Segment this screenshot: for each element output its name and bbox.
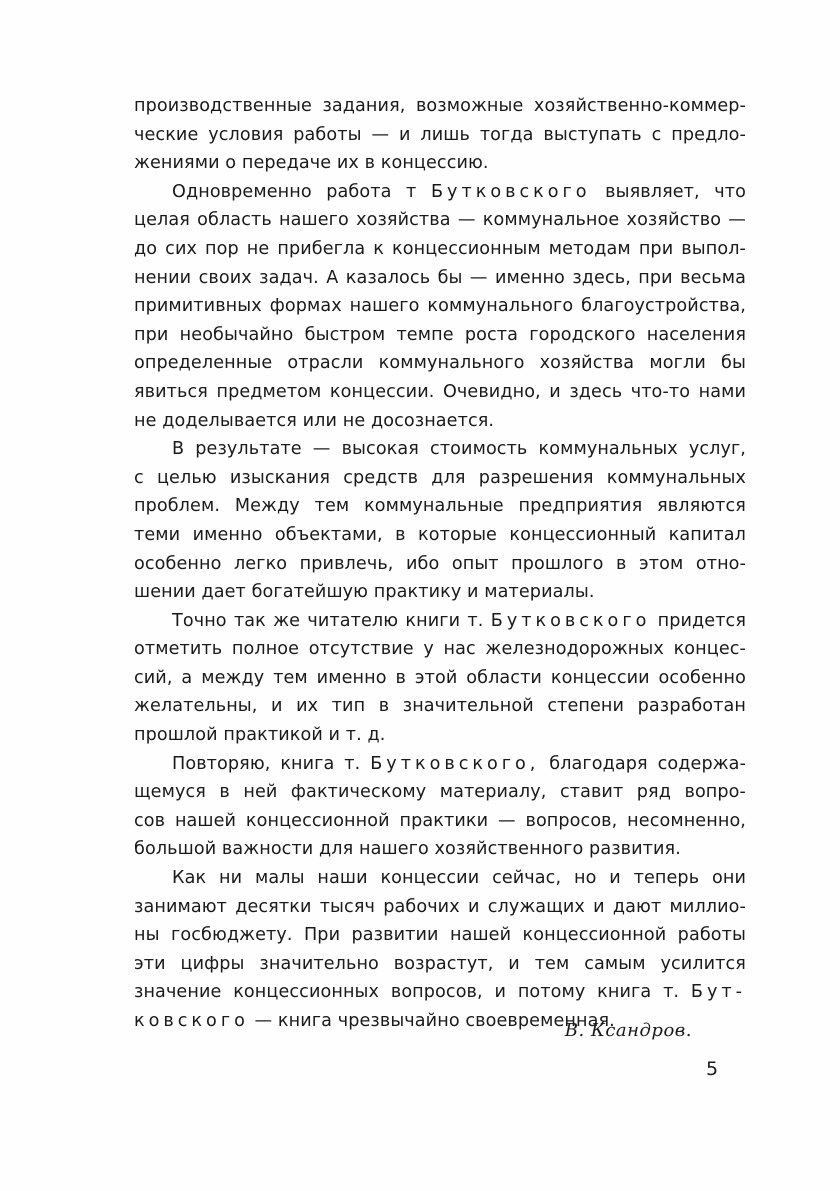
text-line: ческие условия работы — и лишь тогда выступать с предло- [134, 124, 746, 145]
text-line: Точно так же читателю книги т. Бутковского придется [172, 610, 747, 631]
text-line: Как ни малы наши концессии сейчас, но и теперь они [172, 868, 746, 889]
text-line: особенно легко привлечь, ибо опыт прошлого в этом отно- [134, 553, 746, 574]
text-line: эти цифры значительно возрастут, и тем самым усилится [134, 953, 746, 974]
text-line: явиться предметом концессии. Очевидно, и здесь что-то нами [134, 381, 746, 402]
text-line: желательны, и их тип в значительной степени разработан [134, 696, 746, 717]
text-line: не доделывается или не досознается. [134, 410, 495, 431]
text-line: сов нашей концессионной практики — вопросов, несомненно, [134, 810, 746, 831]
text-line: при необычайно быстром темпе роста городского населения [134, 324, 746, 345]
paragraph [134, 435, 746, 607]
page-number: 5 [706, 1058, 719, 1080]
paragraph [134, 607, 746, 750]
paragraph [134, 92, 746, 178]
text-line: ны госбюджету. При развитии нашей концессионной работы [134, 925, 746, 946]
text-line: большой важности для нашего хозяйственного развития. [134, 839, 681, 860]
text-line: целая область нашего хозяйства — коммунальное хозяйство — [134, 210, 746, 231]
text-line: шении дает богатейшую практику и материалы. [134, 582, 595, 603]
text-line: до сих пор не прибегла к концессионным методам при выпол- [134, 238, 746, 259]
text-line: значение концессионных вопросов, и потому книга т. Бут- [134, 982, 746, 1003]
text-line: примитивных формах нашего коммунального благоустройства, [134, 296, 746, 317]
author-signature: В. Ксандров. [564, 1020, 692, 1041]
text-line: прошлой практикой и т. д. [134, 725, 386, 746]
paragraph [134, 178, 746, 435]
paragraph [134, 864, 746, 1036]
text-line: сий, а между тем именно в этой области концессии особенно [134, 667, 746, 688]
body-text [134, 92, 746, 1036]
text-line: жениями о передаче их в концессию. [134, 153, 489, 174]
text-line: с целью изыскания средств для разрешения коммунальных [134, 467, 746, 488]
text-line: ковского — книга чрезвычайно своевременная. [134, 1011, 615, 1031]
text-line: отметить полное отсутствие у нас железнодорожных концес- [134, 639, 746, 660]
text-line: производственные задания, возможные хозяйственно-коммер- [134, 96, 746, 116]
paragraph [134, 750, 746, 864]
text-line: занимают десятки тысяч рабочих и служащих и дают миллио- [134, 896, 746, 917]
text-line: определенные отрасли коммунального хозяйства могли бы [134, 353, 746, 374]
text-line: теми именно объектами, в которые концессионный капитал [134, 524, 746, 545]
text-line: нении своих задач. А казалось бы — именно здесь, при весьма [134, 267, 746, 288]
text-line: В результате — высокая стоимость коммунальных услуг, [172, 439, 746, 460]
text-line: щемуся в ней фактическому материалу, ставит ряд вопро- [134, 782, 746, 803]
text-line: Одновременно работа т Бутковского выявляет, что [172, 181, 747, 202]
text-line: Повторяю, книга т. Бутковского, благодаря содержа- [172, 753, 746, 774]
text-line: проблем. Между тем коммунальные предприятия являются [134, 496, 746, 517]
